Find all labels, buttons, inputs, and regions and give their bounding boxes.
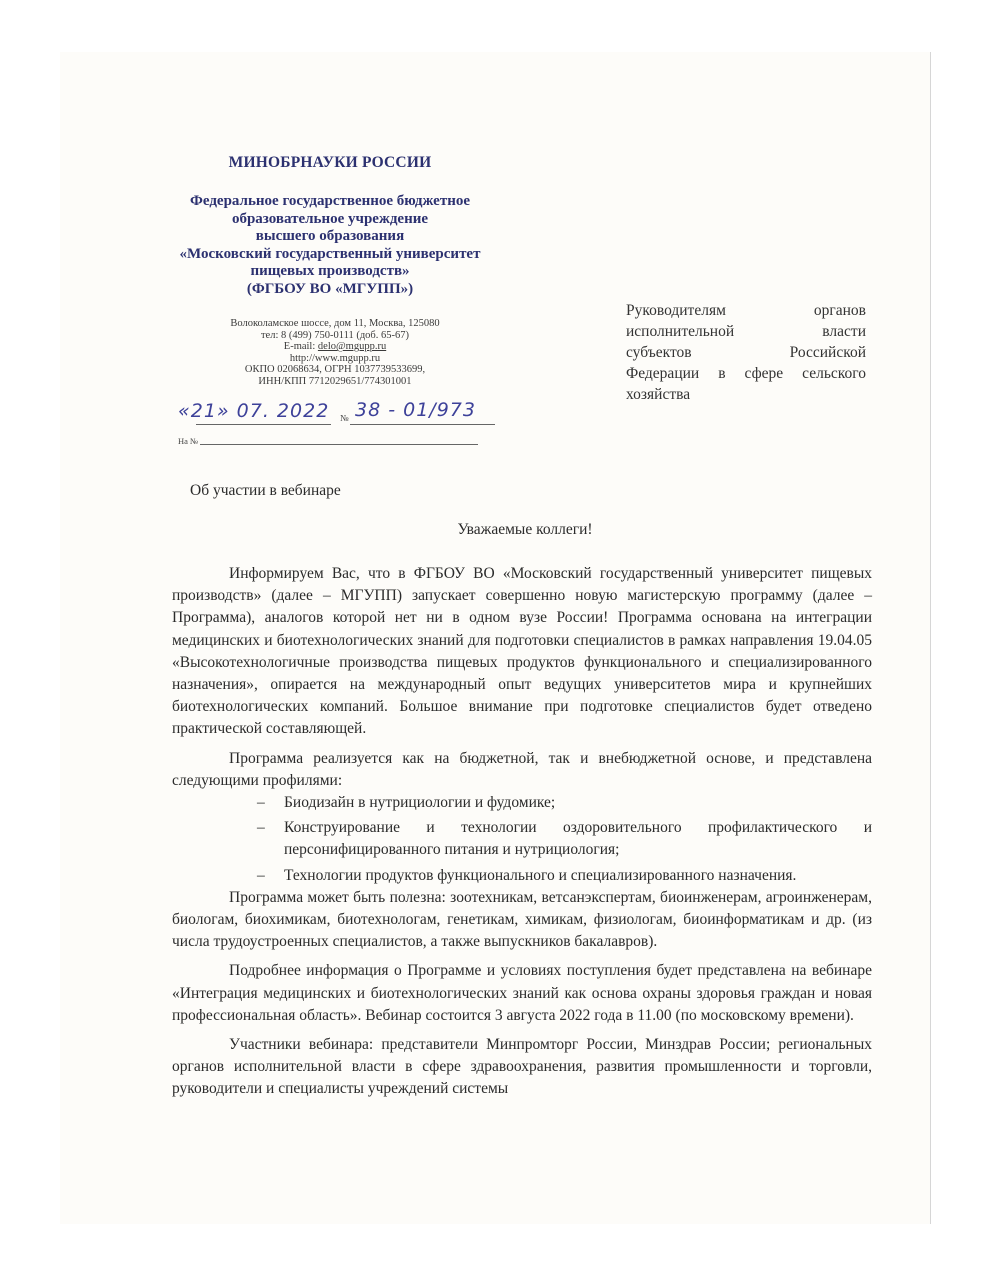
- profiles-list: [172, 792, 872, 887]
- email-label: E-mail:: [283, 341, 318, 353]
- letter-body: [172, 563, 872, 1101]
- org-line: высшего образования: [255, 228, 405, 244]
- reply-to-underline: [200, 444, 478, 445]
- list-item: [257, 792, 872, 814]
- list-dash: –: [257, 866, 265, 884]
- registry-codes: ОКПО 02068634, ОГРН 1037739533699,: [244, 364, 426, 376]
- body-paragraph: Программа реализуется как на бюджетной, так и внебюджетной основе, и представлена следующими профилями:: [172, 749, 872, 789]
- recipient-line: исполнительной власти: [626, 323, 866, 340]
- org-line: Федеральное государственное бюджетное: [189, 193, 471, 209]
- letter-subject: Об участии в вебинаре: [190, 482, 341, 499]
- website-link[interactable]: http://www.mgupp.ru: [289, 352, 381, 364]
- list-item-text: Биодизайн в нутрициологии и фудомике;: [284, 794, 556, 812]
- handwritten-date: «21» 07. 2022: [178, 400, 330, 422]
- number-underline: [350, 424, 495, 425]
- body-paragraph: Подробнее информация о Программе и условиях поступления будет представлена на вебинаре «Интеграция медицинских и биотехнологических знаний как основа охраны здоровья граждан и новая профессиональная область». Вебинар состоится 3 августа 2022 года в 11.00 (по московскому времени).: [172, 962, 872, 1024]
- email-line: [180, 341, 490, 353]
- list-item: [257, 817, 872, 861]
- recipient-line: Руководителям органов: [626, 302, 866, 319]
- phone: тел: 8 (499) 750-0111 (доб. 65-67): [260, 329, 410, 341]
- recipient-line: субъектов Российской: [626, 344, 866, 361]
- contact-block: [180, 318, 490, 388]
- list-item-text: Технологии продуктов функционального и специализированного назначения.: [284, 866, 797, 884]
- body-paragraph: Программа может быть полезна: зоотехникам, ветсанэкспертам, биоинженерам, агроинженерам, биологам, биохимикам, биотехнологам, генетикам, химикам, физиологам, биоинформатикам и др. (из числа трудоустроенных специалистов, а также выпускников бакалавров).: [172, 888, 872, 951]
- reply-to-label: На №: [178, 436, 199, 446]
- organization-name: [145, 193, 515, 298]
- address: Волоколамское шоссе, дом 11, Москва, 125080: [230, 318, 440, 329]
- date-underline: [196, 424, 331, 425]
- recipient-line: Федерации в сфере сельского: [626, 365, 866, 382]
- email-link[interactable]: delo@mgupp.ru: [317, 341, 387, 353]
- org-line: (ФГБОУ ВО «МГУПП»): [246, 280, 414, 297]
- recipient-block: [626, 300, 866, 405]
- handwritten-number: 38 - 01/973: [355, 399, 476, 421]
- body-paragraph: Информируем Вас, что в ФГБОУ ВО «Московский государственный университет пищевых производств» (далее – МГУПП) запускает совершенно новую магистерскую программу (далее – Программа), аналогов которой нет ни в одном вузе России! Программа основана на интеграции медицинских и биотехнологических знаний для подготовки специалистов в рамках направления 19.04.05 «Высокотехнологичные производства пищевых продуктов функционального и специализированного назначения», опирается на международный опыт ведущих университетов мира и крупнейших биотехнологических компаний. Большое внимание при подготовке специалистов будет отведено практической составляющей.: [172, 565, 872, 738]
- recipient-line: хозяйства: [626, 386, 691, 403]
- org-line: пищевых производств»: [250, 263, 410, 279]
- number-label: №: [340, 413, 349, 423]
- list-item: [257, 865, 872, 887]
- list-dash: –: [257, 794, 265, 812]
- list-dash: –: [257, 819, 265, 837]
- org-line: образовательное учреждение: [231, 210, 429, 227]
- org-line: «Московский государственный университет: [179, 245, 481, 262]
- ministry-title: МИНОБРНАУКИ РОССИИ: [228, 154, 432, 171]
- salutation: Уважаемые коллеги!: [457, 521, 593, 538]
- list-item-text: Конструирование и технологии оздоровительного профилактического и персонифицированного питания и нутрициология;: [284, 819, 872, 859]
- body-paragraph: Участники вебинара: представители Минпромторг России, Минздрав России; региональных органов исполнительной власти в сфере здравоохранения, развития промышленности и торговли, руководители и специалисты учреждений системы: [172, 1036, 872, 1098]
- tax-codes: ИНН/КПП 7712029651/774301001: [258, 375, 412, 387]
